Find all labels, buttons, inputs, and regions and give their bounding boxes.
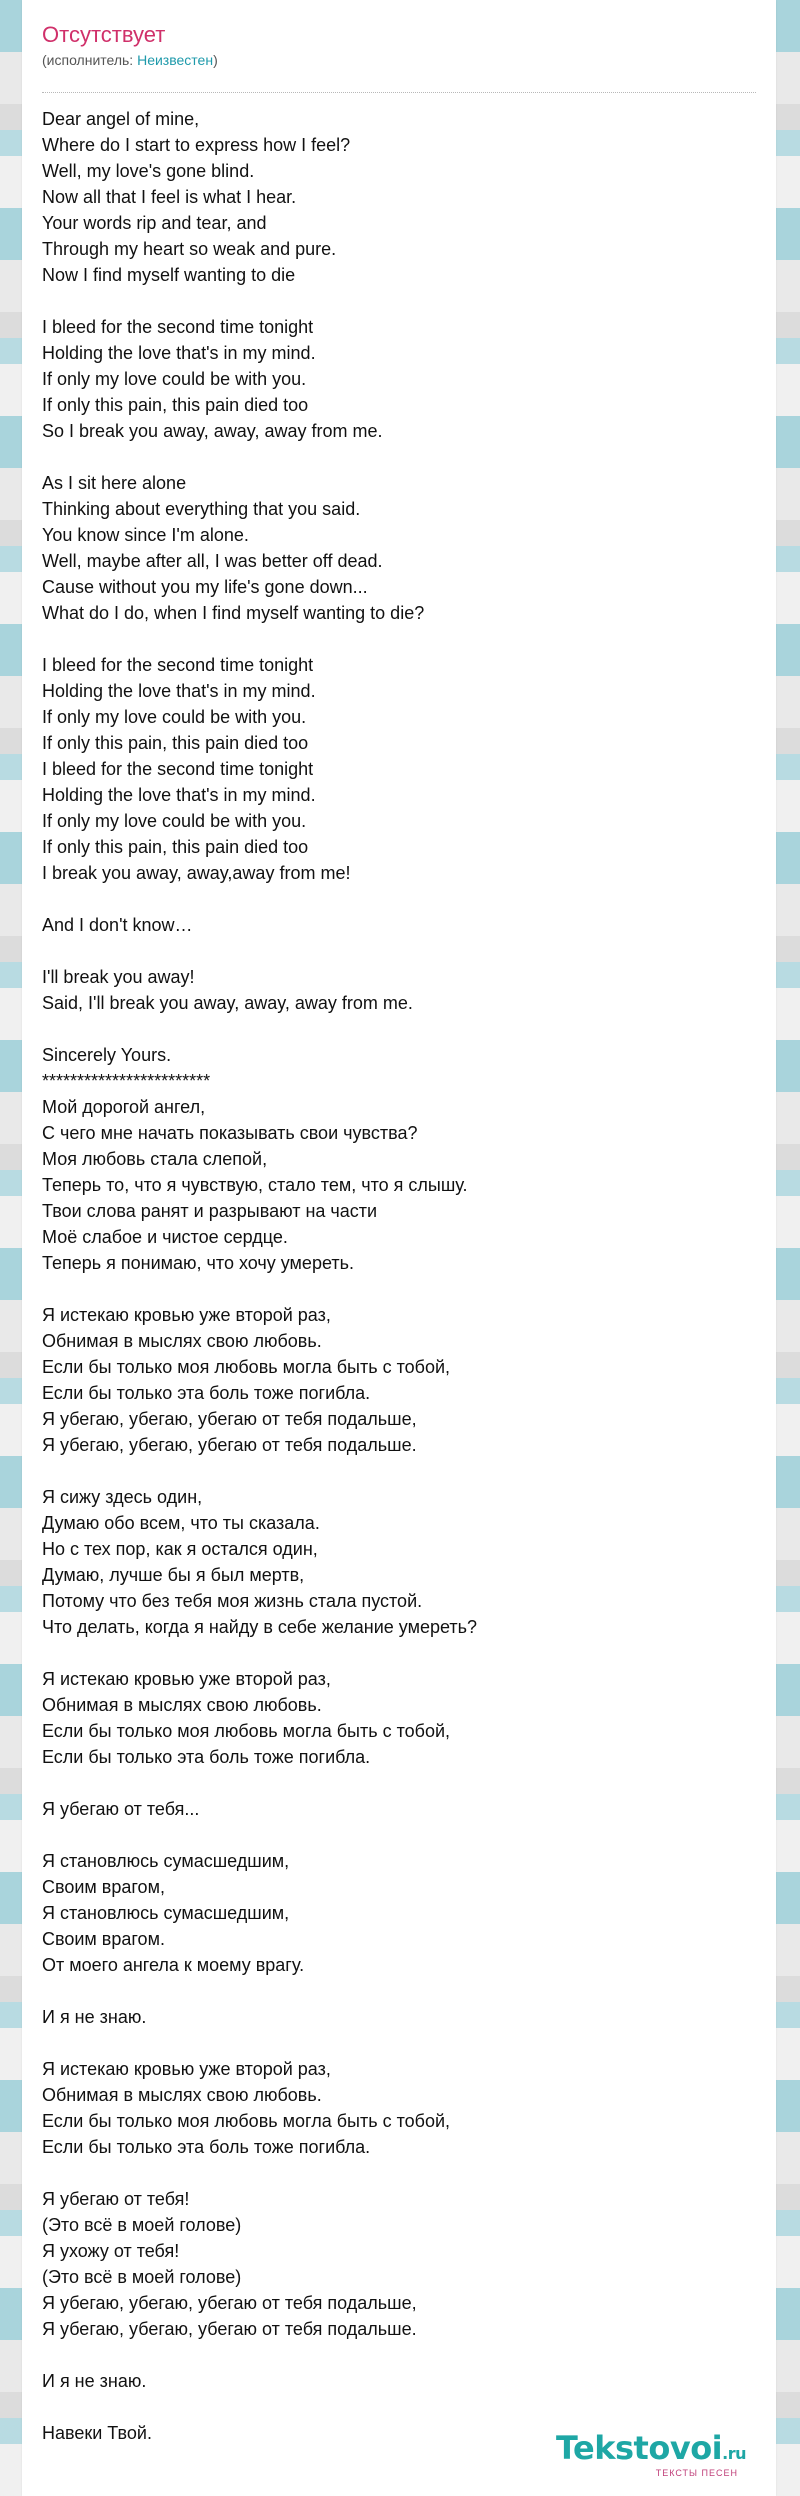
lyric-line: Holding the love that's in my mind. [42,785,316,805]
lyric-line: Я становлюсь сумасшедшим, [42,1903,290,1923]
song-title: Отсутствует [42,22,166,47]
lyric-line: Но с тех пор, как я остался один, [42,1539,318,1559]
lyric-line: As I sit here alone [42,473,187,493]
lyric-line: Своим врагом, [42,1877,165,1897]
lyric-line: Навеки Твой. [42,2423,152,2443]
lyric-line: Обнимая в мыслях свою любовь. [42,2085,322,2105]
lyric-line: Я убегаю от тебя... [42,1799,200,1819]
lyric-line: I bleed for the second time tonight [42,317,314,337]
lyric-line [42,288,756,314]
lyric-line: Я убегаю, убегаю, убегаю от тебя подальше, [42,2293,417,2313]
lyric-line: Моё слабое и чистое сердце. [42,1227,288,1247]
logo-wordmark [556,2431,746,2471]
lyric-line: Я сижу здесь один, [42,1487,203,1507]
lyric-line: И я не знаю. [42,2371,147,2391]
lyric-line: Думаю обо всем, что ты сказала. [42,1513,320,1533]
lyric-line: Если бы только моя любовь могла быть с тобой, [42,1357,451,1377]
lyric-line: Well, maybe after all, I was better off dead. [42,551,383,571]
lyric-line [42,1822,756,1848]
lyric-line: Если бы только моя любовь могла быть с тобой, [42,2111,451,2131]
lyric-line: Holding the love that's in my mind. [42,681,316,701]
logo-tagline: ТЕКСТЫ ПЕСЕН [655,2468,738,2478]
lyric-line: Твои слова ранят и разрывают на части [42,1201,378,1221]
lyric-line: I'll break you away! [42,967,195,987]
lyric-line: Thinking about everything that you said. [42,499,361,519]
lyric-line: С чего мне начать показывать свои чувства? [42,1123,418,1143]
artist-suffix: ) [213,52,218,68]
lyric-line: Если бы только эта боль тоже погибла. [42,1747,371,1767]
lyrics-card [22,0,776,2496]
lyric-line: Теперь я понимаю, что хочу умереть. [42,1253,354,1273]
lyric-line: And I don't know… [42,915,193,935]
lyric-line: Where do I start to express how I feel? [42,135,351,155]
artist-link[interactable]: Неизвестен [137,52,214,68]
lyric-line: Well, my love's gone blind. [42,161,255,181]
lyric-line: Я ухожу от тебя! [42,2241,180,2261]
lyric-line: Through my heart so weak and pure. [42,239,337,259]
lyric-line: (Это всё в моей голове) [42,2267,242,2287]
lyric-line: I bleed for the second time tonight [42,759,314,779]
logo-main: Tekstovoi [555,2429,723,2467]
song-header [42,22,756,69]
lyric-line: Я становлюсь сумасшедшим, [42,1851,290,1871]
lyric-line [42,1640,756,1666]
lyric-line: Я истекаю кровью уже второй раз, [42,2059,331,2079]
header-divider [42,92,756,93]
lyric-line: И я не знаю. [42,2007,147,2027]
site-logo[interactable] [556,2431,746,2478]
lyric-line: Если бы только моя любовь могла быть с тобой, [42,1721,451,1741]
lyric-line: Holding the love that's in my mind. [42,343,316,363]
lyric-line: If only this pain, this pain died too [42,837,309,857]
lyric-line: Your words rip and tear, and [42,213,267,233]
lyric-line: If only my love could be with you. [42,811,307,831]
lyric-line: Я убегаю, убегаю, убегаю от тебя подальше. [42,2319,417,2339]
lyric-line: If only my love could be with you. [42,707,307,727]
lyric-line: ************************ [42,1071,211,1091]
lyric-line [42,2160,756,2186]
lyric-line [42,1276,756,1302]
lyric-line [42,2394,756,2420]
lyric-line: Думаю, лучше бы я был мертв, [42,1565,305,1585]
lyric-line [42,1458,756,1484]
lyric-line: Обнимая в мыслях свою любовь. [42,1695,322,1715]
lyric-line: Я истекаю кровью уже второй раз, [42,1305,331,1325]
lyric-line: Я истекаю кровью уже второй раз, [42,1669,331,1689]
lyric-line: Sincerely Yours. [42,1045,172,1065]
lyric-line: I bleed for the second time tonight [42,655,314,675]
lyric-line [42,1770,756,1796]
lyric-line: Теперь то, что я чувствую, стало тем, что я слышу. [42,1175,468,1195]
lyric-line: Своим врагом. [42,1929,165,1949]
artist-line [42,51,756,69]
lyric-line [42,626,756,652]
lyrics-text [42,106,756,2446]
lyric-line: If only this pain, this pain died too [42,395,309,415]
lyric-line: Что делать, когда я найду в себе желание умереть? [42,1617,478,1637]
lyric-line: You know since I'm alone. [42,525,249,545]
lyric-line: Я убегаю, убегаю, убегаю от тебя подальше. [42,1435,417,1455]
logo-suffix: .ru [722,2444,746,2463]
lyric-line: Я убегаю, убегаю, убегаю от тебя подальше, [42,1409,417,1429]
lyric-line: Мой дорогой ангел, [42,1097,206,1117]
lyric-line: What do I do, when I find myself wanting to die? [42,603,425,623]
lyric-line: Если бы только эта боль тоже погибла. [42,1383,371,1403]
lyric-line: Now I find myself wanting to die [42,265,296,285]
lyric-line [42,1978,756,2004]
lyric-line: So I break you away, away, away from me. [42,421,383,441]
lyric-line [42,2030,756,2056]
lyric-line: Обнимая в мыслях свою любовь. [42,1331,322,1351]
lyric-line: (Это всё в моей голове) [42,2215,242,2235]
lyric-line: Я убегаю от тебя! [42,2189,190,2209]
lyric-line: If only my love could be with you. [42,369,307,389]
lyric-line [42,886,756,912]
lyric-line [42,1016,756,1042]
lyric-line: Dear angel of mine, [42,109,200,129]
lyric-line [42,444,756,470]
lyric-line: Моя любовь стала слепой, [42,1149,268,1169]
lyric-line [42,938,756,964]
lyric-line: Said, I'll break you away, away, away from me. [42,993,413,1013]
artist-prefix: (исполнитель: [42,52,138,68]
lyric-line: Если бы только эта боль тоже погибла. [42,2137,371,2157]
lyric-line: Now all that I feel is what I hear. [42,187,297,207]
lyric-line: От моего ангела к моему врагу. [42,1955,305,1975]
lyric-line: Cause without you my life's gone down... [42,577,368,597]
lyric-line: I break you away, away,away from me! [42,863,351,883]
lyric-line: If only this pain, this pain died too [42,733,309,753]
lyric-line: Потому что без тебя моя жизнь стала пустой. [42,1591,423,1611]
lyric-line [42,2342,756,2368]
